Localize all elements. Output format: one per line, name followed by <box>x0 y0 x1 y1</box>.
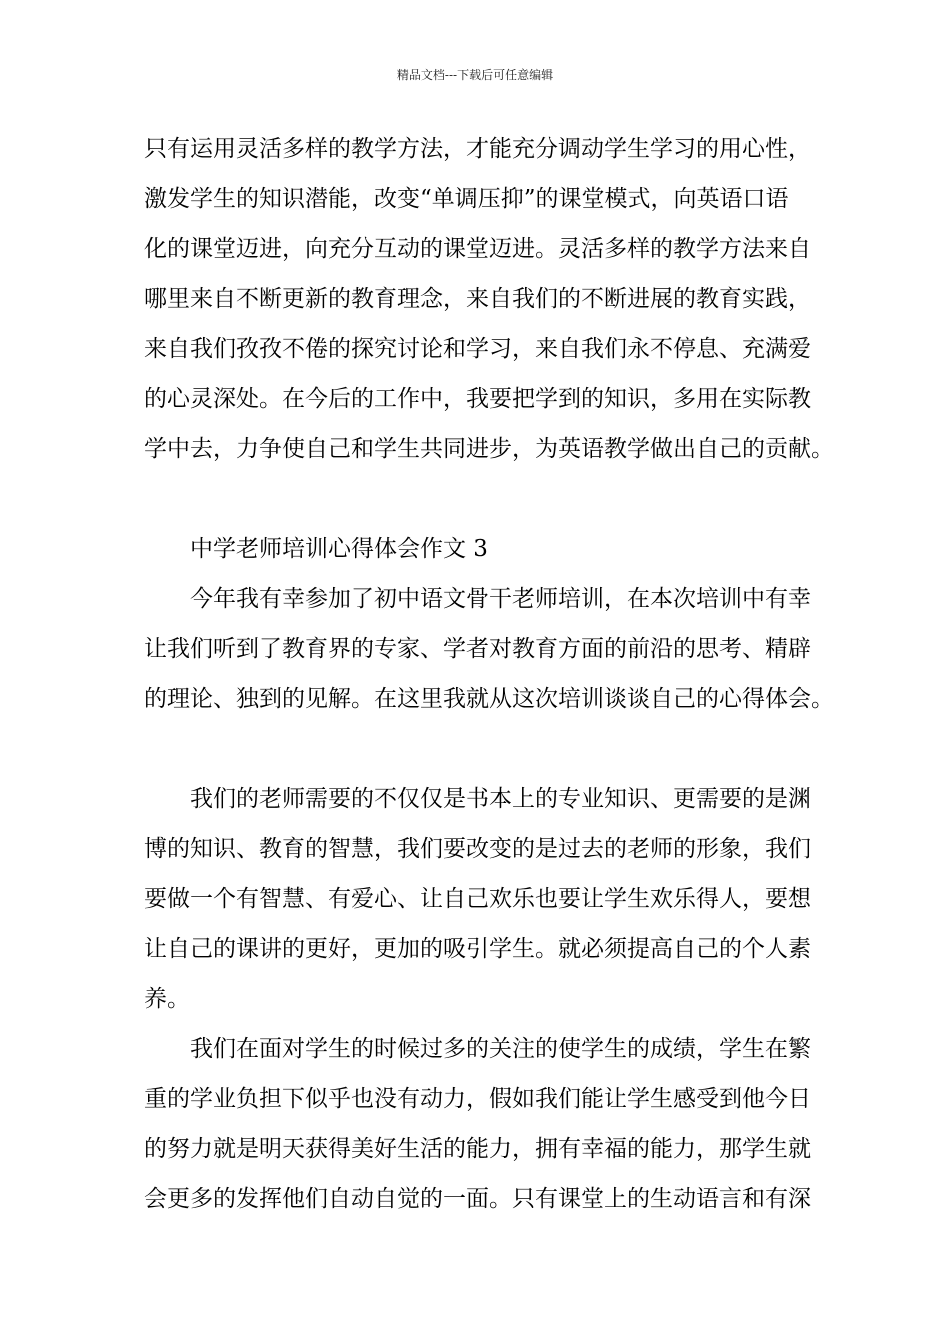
text-line: 今年我有幸参加了初中语文骨干老师培训，在本次培训中有幸 <box>190 586 811 612</box>
text-line: 重的学业负担下似乎也没有动力，假如我们能让学生感受到他今日 <box>144 1086 811 1112</box>
text-line: 我们的老师需要的不仅仅是书本上的专业知识、更需要的是渊 <box>190 786 811 812</box>
text-line: 博的知识、教育的智慧，我们要改变的是过去的老师的形象，我们 <box>144 836 811 862</box>
text-line: 会更多的发挥他们自动自觉的一面。只有课堂上的生动语言和有深 <box>144 1186 811 1212</box>
text-line: 让自己的课讲的更好，更加的吸引学生。就必须提高自己的个人素 <box>144 936 811 962</box>
text-line: 让我们听到了教育界的专家、学者对教育方面的前沿的思考、精辟 <box>144 636 811 662</box>
text-line: 的努力就是明天获得美好生活的能力，拥有幸福的能力，那学生就 <box>144 1136 811 1162</box>
text-line: 的心灵深处。在今后的工作中，我要把学到的知识，多用在实际教 <box>144 386 811 412</box>
text-line: 哪里来自不断更新的教育理念，来自我们的不断进展的教育实践， <box>144 286 811 312</box>
text-line: 我们在面对学生的时候过多的关注的使学生的成绩，学生在繁 <box>190 1036 811 1062</box>
text-line: 只有运用灵活多样的教学方法，才能充分调动学生学习的用心性， <box>144 136 811 162</box>
text-line: 的理论、独到的见解。在这里我就从这次培训谈谈自己的心得体会。 <box>144 686 834 712</box>
text-line: 化的课堂迈进，向充分互动的课堂迈进。灵活多样的教学方法来自 <box>144 236 811 262</box>
text-line: 激发学生的知识潜能，改变“单调压抑”的课堂模式，向英语口语 <box>144 186 789 212</box>
text-line: 学中去，力争使自己和学生共同进步，为英语教学做出自己的贡献。 <box>144 436 834 462</box>
text-line: 要做一个有智慧、有爱心、让自己欢乐也要让学生欢乐得人，要想 <box>144 886 811 912</box>
text-line: 来自我们孜孜不倦的探究讨论和学习，来自我们永不停息、充满爱 <box>144 336 811 362</box>
text-line: 养。 <box>144 986 190 1012</box>
section-heading: 中学老师培训心得体会作文 3 <box>190 536 488 562</box>
page-header: 精品文档---下载后可任意编辑 <box>396 68 554 82</box>
